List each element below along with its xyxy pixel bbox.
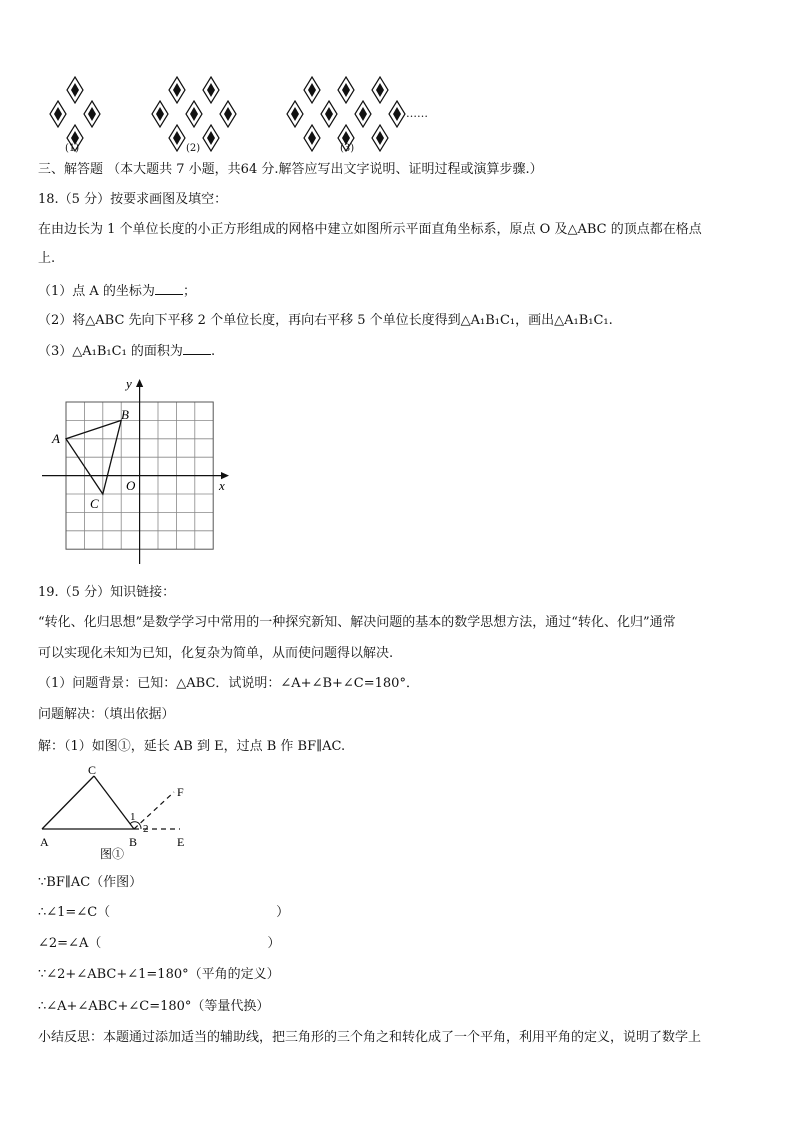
- q18-part1-text: （1）点 A 的坐标为: [38, 284, 155, 299]
- q18-part1-end: ；: [182, 284, 196, 299]
- q19-s4: ∵∠2+∠ABC+∠1=180°（平角的定义）: [38, 967, 280, 982]
- pattern-2: [152, 77, 236, 151]
- segment-ac: [42, 776, 94, 829]
- figure-caption: 图①: [100, 847, 125, 861]
- q19-s3: [38, 935, 280, 953]
- q19-s2-text: ∴∠1=∠C（: [38, 905, 111, 920]
- q18-part2: （2）将△ABC 先向下平移 2 个单位长度，再向右平移 5 个单位长度得到△A₁B₁C₁，画出△A₁B₁C₁.: [38, 313, 613, 328]
- pattern-label-3: (3): [340, 143, 355, 154]
- y-axis-arrow: [136, 379, 143, 387]
- q19-s3-end: ）: [267, 936, 281, 951]
- pattern-ellipsis: ……: [406, 107, 428, 120]
- q18-part1: [38, 282, 196, 301]
- ray-bf: [134, 792, 174, 829]
- label-b: B: [129, 835, 138, 849]
- q18-intro-1: 在由边长为 1 个单位长度的小正方形组成的网格中建立如图所示平面直角坐标系，原点 O 及△ABC 的顶点都在格点: [38, 222, 702, 237]
- pattern-svg: [0, 0, 794, 160]
- label-x: x: [219, 478, 225, 493]
- q19-p5: 解：（1）如图①，延长 AB 到 E，过点 B 作 BF∥AC.: [38, 739, 346, 754]
- q19-s3-text: ∠2=∠A（: [38, 936, 102, 951]
- pattern-figures: [0, 0, 794, 160]
- q18-intro-2: 上.: [38, 251, 56, 266]
- q19-s2-end: ）: [276, 905, 290, 920]
- label-c: C: [88, 763, 97, 777]
- label-a: A: [52, 431, 60, 446]
- q19-heading: 19.（5 分）知识链接：: [38, 585, 176, 600]
- pattern-label-2: (2): [186, 143, 201, 154]
- q18-part3-blank[interactable]: [183, 342, 211, 355]
- q19-s6: 小结反思：本题通过添加适当的辅助线，把三角形的三个角之和转化成了一个平角，利用平角的定义，说明了数学上: [38, 1030, 702, 1045]
- label-angle-1: 1: [130, 811, 136, 823]
- label-f: F: [177, 785, 184, 799]
- q18-grid-figure: [30, 372, 240, 567]
- label-angle-2: 2: [143, 823, 149, 835]
- q18-part3-end: .: [210, 344, 216, 359]
- q18-part3-text: （3）△A₁B₁C₁ 的面积为: [38, 344, 183, 359]
- segment-cb: [94, 776, 134, 829]
- label-c: C: [90, 496, 99, 511]
- section-title: 三、解答题 （本大题共 7 小题，共64 分.解答应写出文字说明、证明过程或演算步骤.）: [38, 162, 543, 177]
- q19-s2: [38, 904, 289, 922]
- label-y: y: [126, 376, 132, 391]
- q19-s5: ∴∠A+∠ABC+∠C=180°（等量代换）: [38, 999, 270, 1014]
- pattern-1: [50, 77, 100, 151]
- q19-p2: 可以实现化未知为已知，化复杂为简单，从而使问题得以解决.: [38, 646, 394, 661]
- pattern-label-1: (1): [65, 143, 80, 154]
- q18-heading: 18.（5 分）按要求画图及填空：: [38, 192, 228, 207]
- q19-s1: ∵BF∥AC（作图）: [38, 875, 143, 890]
- q18-part1-blank[interactable]: [155, 282, 183, 295]
- label-e: E: [177, 835, 185, 849]
- pattern-3: [287, 77, 405, 151]
- label-a: A: [40, 835, 49, 849]
- label-origin: O: [126, 478, 136, 493]
- q19-p3: （1）问题背景：已知：△ABC．试说明：∠A+∠B+∠C=180°．: [38, 676, 419, 691]
- q19-figure: [30, 762, 210, 862]
- angle-arc-2: [140, 825, 141, 829]
- q18-part3: [38, 342, 215, 361]
- label-b: B: [121, 407, 129, 422]
- q19-p4: 问题解决：（填出依据）: [38, 707, 175, 722]
- q19-p1: “转化、化归思想”是数学学习中常用的一种探究新知、解决问题的基本的数学思想方法，通过“转化、化归”通常: [38, 615, 676, 630]
